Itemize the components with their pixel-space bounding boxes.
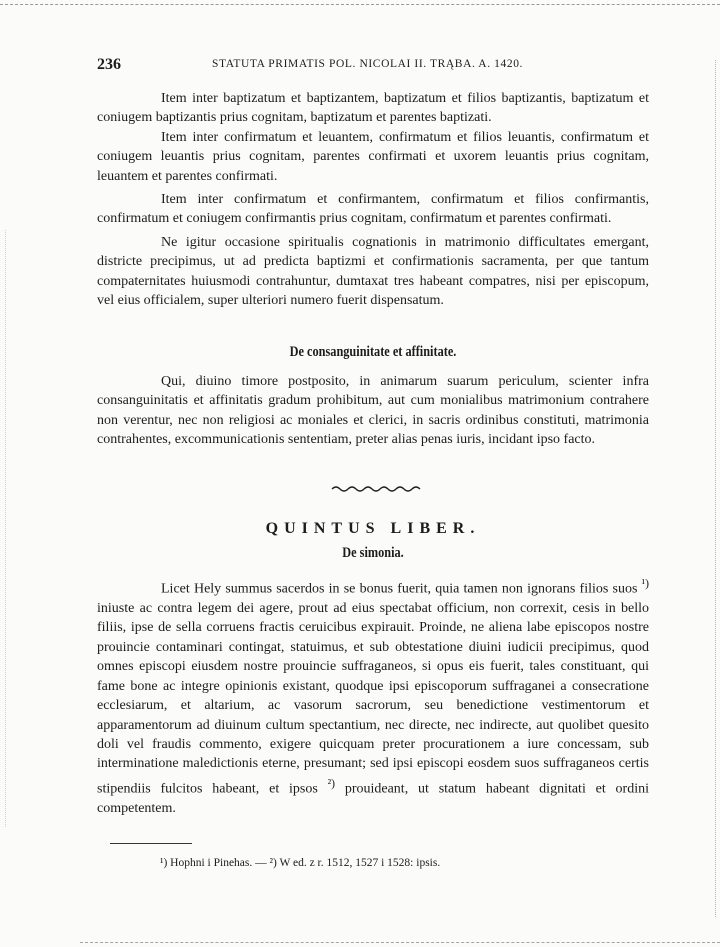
page-number: 236: [97, 56, 121, 73]
page-header: [97, 56, 657, 80]
section-consanguinitate: [97, 344, 649, 450]
paragraph-consanguinitate: Qui, diuino timore postposito, in animarum suarum periculum, scienter infra consanguinitatis et affinitatis gradum prohibitum, aut cum monialibus matrimonium contrahere non verentur, nec non religiosi ac moniales et clerici, in sacris ordinibus constituti, matrimonia contrahentes, excommunicationis sententiam, preter alias penas iuris, incidant ipso facto.: [97, 374, 649, 448]
paragraph-simonia: [97, 574, 649, 818]
book-heading: De simonia.: [342, 545, 404, 561]
paragraph-confirmation-levans: Item inter confirmatum et leuantem, confirmatum et filios leuantis, confirmatum et coniugem leuantis prius cognitam, parentes confirmati et uxorem leuantis prius cognitam, leuantem et parentes confirmati.: [97, 129, 649, 184]
running-head: STATUTA PRIMATIS POL. NICOLAI II. TRĄBA. A. 1420.: [212, 58, 524, 70]
paragraph-simonia-part1: Licet Hely summus sacerdos in se bonus fuerit, quia tamen non ignorans filios suos: [161, 581, 638, 597]
ornament-divider: [330, 483, 424, 495]
paragraph-simonia-part2: iniuste ac contra legem dei agere, prout ad eius spectabat officium, non correxit, cesis in bello filiis, ipse de sella corruens fractis ceruicibus expirauit. Proinde, ne aliena labe episcopos nostre prouincie contaminari contingat, statuimus, et sub obtestatione diuini iudicii precipimus, quod omnes episcopi eiusdem nostre prouincie suffraganeos, si opus eis fuerit, tales constituant, qui fame bone ac integre opinionis existant, quodque ipsi episcoporum suffraganei a consecratione ecclesiarum, et altarium, ac vasorum sacrorum, seu benedictione vestimentorum et apparamentorum ad diuinum cultum spectantium, nec directe, nec indirecte, aut quolibet quesito doli vel fraudis commento, exigere quicquam preter procurationem a iure concessam, sub interminatione maledictionis eterne, presumant; sed ipsi episcopi eosdem suos suffraganeos certis stipendiis fulcitos habeant, et ipsos: [97, 601, 649, 797]
paragraph-compatres: Ne igitur occasione spiritualis cognationis in matrimonio difficultates emergant, districte precipimus, ut ad predicta baptizmi et confirmationis sacramenta, per que tantum compaternitates huiusmodi contrahuntur, dumtaxat tres habeant compatres, nisi per episcopum, vel eius officialem, super ulteriori numero fuerit dispensatum.: [97, 234, 649, 309]
footnote-marker-2: ²): [327, 776, 336, 790]
footnote-marker-1: ¹): [641, 577, 649, 590]
footnotes: ¹) Hophni i Pinehas. — ²) W ed. z r. 1512, 1527 i 1528: ipsis.: [160, 857, 441, 869]
book-five: [97, 520, 649, 818]
top-paragraphs: [97, 89, 649, 310]
paragraph-confirmation-confirmans: Item inter confirmatum et confirmantem, confirmatum et filios confirmantis, confirmatum et coniugem confirmantis prius cognitam, confirmatum et parentes confirmati.: [97, 192, 649, 227]
paragraph-baptism: Item inter baptizatum et baptizantem, baptizatum et filios baptizantis, baptizatum et coniugem baptizantis prius cognitam, baptizatum et parentes baptizati.: [97, 91, 649, 126]
scan-edge-bottom: [80, 942, 720, 943]
paragraph-simonia-part3: prouideant, ut statum habeant dignitati et ordini competentem.: [97, 781, 650, 816]
footnote-rule: [110, 843, 192, 844]
scan-edge-top: [0, 4, 720, 5]
section-heading: De consanguinitate et affinitate.: [289, 344, 457, 360]
book-title: QUINTUS LIBER.: [265, 520, 481, 537]
scan-edge-right: [715, 60, 716, 917]
scan-edge-left: [5, 230, 6, 827]
